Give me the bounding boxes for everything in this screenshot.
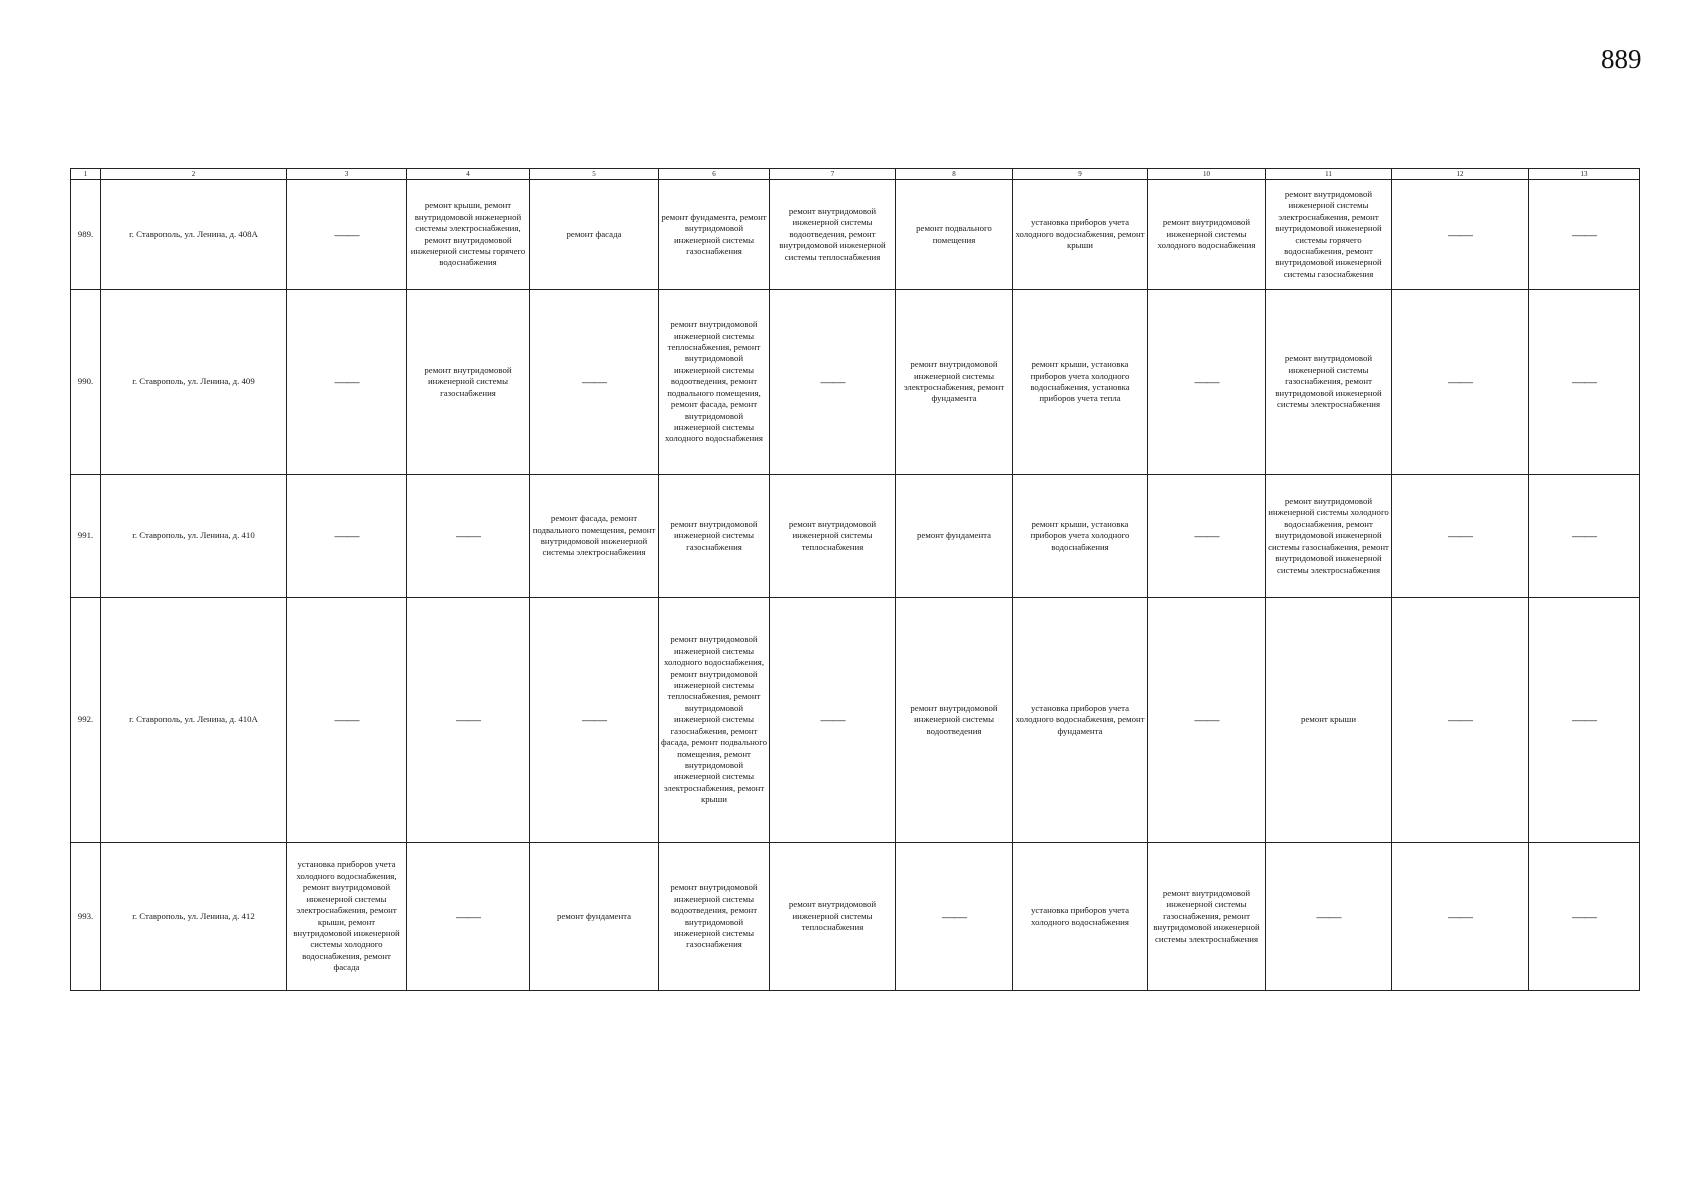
work-list-cell: ремонт фундамента xyxy=(530,843,659,991)
address-cell: г. Ставрополь, ул. Ленина, д. 410 xyxy=(101,475,287,598)
column-number-header: 5 xyxy=(530,169,659,180)
work-list-cell: установка приборов учета холодного водоснабжения, ремонт внутридомовой инженерной системы электроснабжения, ремонт крыши, ремонт внутридомовой инженерной системы холодного водоснабжения, ремонт фасада xyxy=(287,843,407,991)
empty-dash-cell: —— xyxy=(1529,290,1640,475)
empty-dash-cell: —— xyxy=(1392,598,1529,843)
work-list-cell: ремонт крыши, установка приборов учета холодного водоснабжения, установка приборов учета тепла xyxy=(1013,290,1148,475)
empty-dash-cell: —— xyxy=(530,290,659,475)
work-list-cell: ремонт внутридомовой инженерной системы холодного водоснабжения xyxy=(1148,180,1266,290)
empty-dash-cell: —— xyxy=(1392,180,1529,290)
work-list-cell: ремонт внутридомовой инженерной системы водоотведения, ремонт внутридомовой инженерной системы газоснабжения xyxy=(659,843,770,991)
empty-dash-cell: —— xyxy=(1148,598,1266,843)
work-list-cell: ремонт внутридомовой инженерной системы электроснабжения, ремонт фундамента xyxy=(896,290,1013,475)
work-list-cell: ремонт внутридомовой инженерной системы теплоснабжения xyxy=(770,475,896,598)
empty-dash-cell: —— xyxy=(287,180,407,290)
work-list-cell: ремонт крыши, установка приборов учета холодного водоснабжения xyxy=(1013,475,1148,598)
work-list-cell: установка приборов учета холодного водоснабжения xyxy=(1013,843,1148,991)
empty-dash-cell: —— xyxy=(407,475,530,598)
empty-dash-cell: —— xyxy=(1529,843,1640,991)
column-number-header: 1 xyxy=(71,169,101,180)
row-number-cell: 992. xyxy=(71,598,101,843)
empty-dash-cell: —— xyxy=(407,843,530,991)
column-number-row xyxy=(71,169,1640,180)
work-list-cell: ремонт фундамента, ремонт внутридомовой инженерной системы газоснабжения xyxy=(659,180,770,290)
column-number-header: 11 xyxy=(1266,169,1392,180)
work-list-cell: установка приборов учета холодного водоснабжения, ремонт фундамента xyxy=(1013,598,1148,843)
address-cell: г. Ставрополь, ул. Ленина, д. 410А xyxy=(101,598,287,843)
work-list-cell: ремонт внутридомовой инженерной системы газоснабжения xyxy=(659,475,770,598)
empty-dash-cell: —— xyxy=(1529,180,1640,290)
work-list-cell: ремонт внутридомовой инженерной системы газоснабжения xyxy=(407,290,530,475)
column-number-header: 13 xyxy=(1529,169,1640,180)
empty-dash-cell: —— xyxy=(770,290,896,475)
empty-dash-cell: —— xyxy=(1392,290,1529,475)
empty-dash-cell: —— xyxy=(1392,475,1529,598)
work-list-cell: ремонт внутридомовой инженерной системы водоотведения xyxy=(896,598,1013,843)
work-list-cell: ремонт фасада, ремонт подвального помещения, ремонт внутридомовой инженерной системы электроснабжения xyxy=(530,475,659,598)
work-list-cell: ремонт подвального помещения xyxy=(896,180,1013,290)
work-list-cell: ремонт внутридомовой инженерной системы теплоснабжения xyxy=(770,843,896,991)
empty-dash-cell: —— xyxy=(1148,475,1266,598)
table-row xyxy=(71,598,1640,843)
column-number-header: 7 xyxy=(770,169,896,180)
empty-dash-cell: —— xyxy=(1266,843,1392,991)
column-number-header: 10 xyxy=(1148,169,1266,180)
page-number: 889 xyxy=(1601,44,1642,74)
column-number-header: 4 xyxy=(407,169,530,180)
address-cell: г. Ставрополь, ул. Ленина, д. 412 xyxy=(101,843,287,991)
work-list-cell: ремонт фасада xyxy=(530,180,659,290)
column-number-header: 12 xyxy=(1392,169,1529,180)
address-cell: г. Ставрополь, ул. Ленина, д. 409 xyxy=(101,290,287,475)
column-number-header: 2 xyxy=(101,169,287,180)
empty-dash-cell: —— xyxy=(530,598,659,843)
work-list-cell: ремонт внутридомовой инженерной системы газоснабжения, ремонт внутридомовой инженерной системы электроснабжения xyxy=(1266,290,1392,475)
table-row xyxy=(71,843,1640,991)
row-number-cell: 991. xyxy=(71,475,101,598)
work-list-cell: ремонт внутридомовой инженерной системы водоотведения, ремонт внутридомовой инженерной системы теплоснабжения xyxy=(770,180,896,290)
column-number-header: 6 xyxy=(659,169,770,180)
empty-dash-cell: —— xyxy=(407,598,530,843)
work-list-cell: ремонт крыши xyxy=(1266,598,1392,843)
work-list-cell: установка приборов учета холодного водоснабжения, ремонт крыши xyxy=(1013,180,1148,290)
empty-dash-cell: —— xyxy=(287,290,407,475)
address-cell: г. Ставрополь, ул. Ленина, д. 408А xyxy=(101,180,287,290)
work-list-cell: ремонт внутридомовой инженерной системы холодного водоснабжения, ремонт внутридомовой инженерной системы газоснабжения, ремонт внутридомовой инженерной системы электроснабжения xyxy=(1266,475,1392,598)
row-number-cell: 990. xyxy=(71,290,101,475)
row-number-cell: 993. xyxy=(71,843,101,991)
work-list-cell: ремонт внутридомовой инженерной системы газоснабжения, ремонт внутридомовой инженерной системы электроснабжения xyxy=(1148,843,1266,991)
table-row xyxy=(71,290,1640,475)
empty-dash-cell: —— xyxy=(1529,598,1640,843)
table-row xyxy=(71,180,1640,290)
empty-dash-cell: —— xyxy=(287,475,407,598)
work-list-cell: ремонт крыши, ремонт внутридомовой инженерной системы электроснабжения, ремонт внутридомовой инженерной системы горячего водоснабжения xyxy=(407,180,530,290)
table-row xyxy=(71,475,1640,598)
row-number-cell: 989. xyxy=(71,180,101,290)
empty-dash-cell: —— xyxy=(1529,475,1640,598)
empty-dash-cell: —— xyxy=(287,598,407,843)
empty-dash-cell: —— xyxy=(896,843,1013,991)
column-number-header: 8 xyxy=(896,169,1013,180)
column-number-header: 9 xyxy=(1013,169,1148,180)
work-list-cell: ремонт внутридомовой инженерной системы теплоснабжения, ремонт внутридомовой инженерной системы водоотведения, ремонт подвального помещения, ремонт фасада, ремонт внутридомовой инженерной системы холодного водоснабжения xyxy=(659,290,770,475)
empty-dash-cell: —— xyxy=(770,598,896,843)
empty-dash-cell: —— xyxy=(1148,290,1266,475)
column-number-header: 3 xyxy=(287,169,407,180)
work-list-cell: ремонт внутридомовой инженерной системы электроснабжения, ремонт внутридомовой инженерной системы горячего водоснабжения, ремонт внутридомовой инженерной системы газоснабжения xyxy=(1266,180,1392,290)
repair-schedule-table xyxy=(70,168,1640,991)
work-list-cell: ремонт внутридомовой инженерной системы холодного водоснабжения, ремонт внутридомовой инженерной системы теплоснабжения, ремонт внутридомовой инженерной системы газоснабжения, ремонт фасада, ремонт подвального помещения, ремонт внутридомовой инженерной системы электроснабжения, ремонт крыши xyxy=(659,598,770,843)
empty-dash-cell: —— xyxy=(1392,843,1529,991)
work-list-cell: ремонт фундамента xyxy=(896,475,1013,598)
